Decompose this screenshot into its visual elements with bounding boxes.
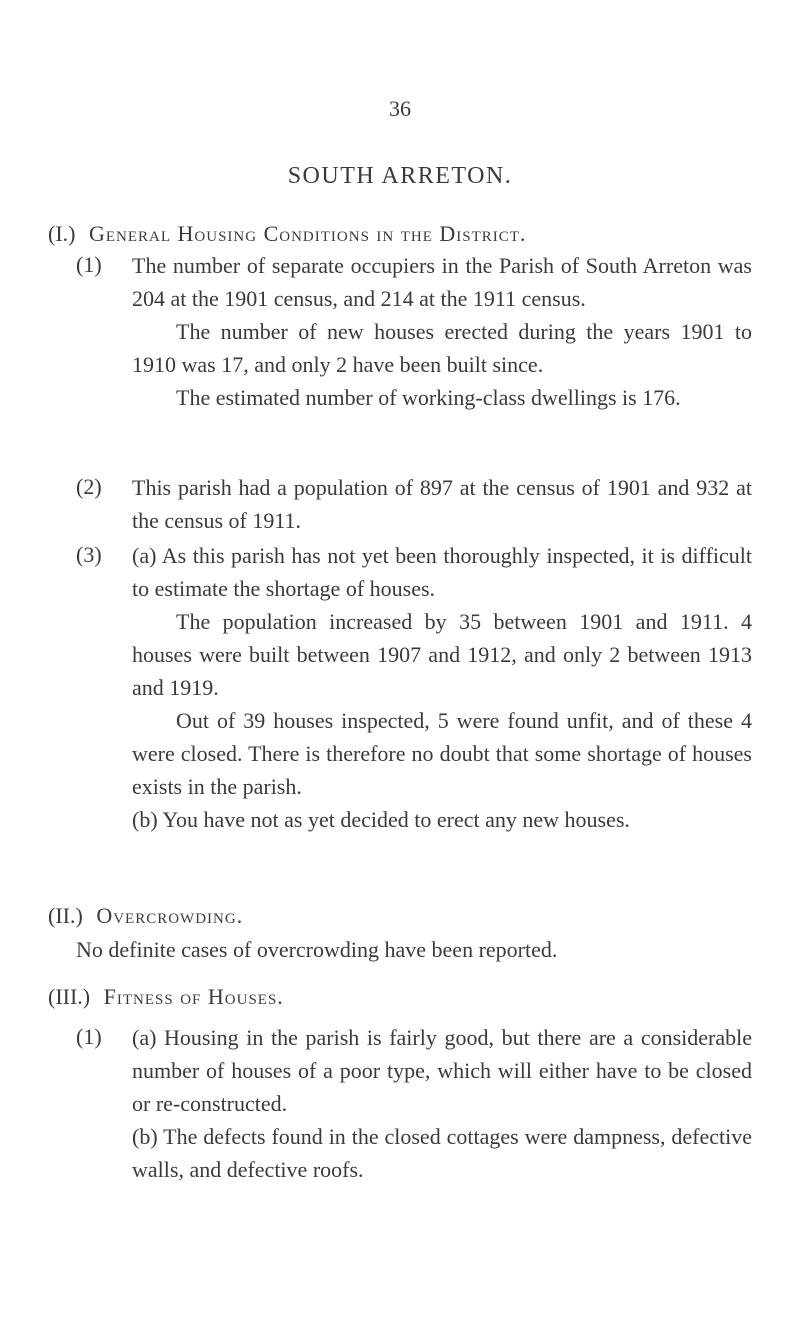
section-3-marker: (III.) [48,984,91,1009]
paragraph: Out of 39 houses inspected, 5 were found unfit, and of these 4 were closed. There is therefore no doubt that some shortage of houses exists in the parish. [132,708,752,799]
paragraph: The number of new houses erected during the years 1901 to 1910 was 17, and only 2 have been built since. [132,319,752,377]
section-3-item-1-number: (1) [76,1024,102,1049]
section-2-text: No definite cases of overcrowding have been reported. [76,937,558,962]
paragraph: (a) As this parish has not yet been thoroughly inspected, it is difficult to estimate the shortage of houses. [132,543,752,601]
section-3-title: Fitness of Houses. [103,984,284,1009]
section-1-title: General Housing Conditions in the District. [88,221,527,246]
section-3-item-1-text [132,1021,752,1186]
page-number: 36 [389,96,411,121]
paragraph: The number of separate occupiers in the Parish of South Arreton was 204 at the 1901 census, and 214 at the 1911 census. [132,253,752,311]
item-1-number: (1) [76,252,102,277]
item-2-number: (2) [76,474,102,499]
paragraph: The estimated number of working-class dwellings is 176. [176,385,681,410]
section-1-heading [48,221,526,247]
item-3-text [132,539,752,836]
item-2-text [132,471,752,537]
item-3-number: (3) [76,542,102,567]
section-2-heading [48,903,243,929]
item-1-text [132,249,752,414]
paragraph: (a) Housing in the parish is fairly good, but there are a considerable number of houses of a poor type, which will either have to be closed or re-constructed. [132,1025,752,1116]
paragraph: (b) You have not as yet decided to erect any new houses. [132,807,630,832]
paragraph: The population increased by 35 between 1901 and 1911. 4 houses were built between 1907 and 1912, and only 2 between 1913 and 1919. [132,609,752,700]
section-2-title: Overcrowding. [96,903,244,928]
section-3-heading [48,984,284,1010]
paragraph: (b) The defects found in the closed cottages were dampness, defective walls, and defective roofs. [132,1124,752,1182]
section-1-marker: (I.) [48,221,76,246]
paragraph: This parish had a population of 897 at the census of 1901 and 932 at the census of 1911. [132,475,752,533]
page-title: SOUTH ARRETON. [287,163,513,189]
section-2-marker: (II.) [48,903,83,928]
